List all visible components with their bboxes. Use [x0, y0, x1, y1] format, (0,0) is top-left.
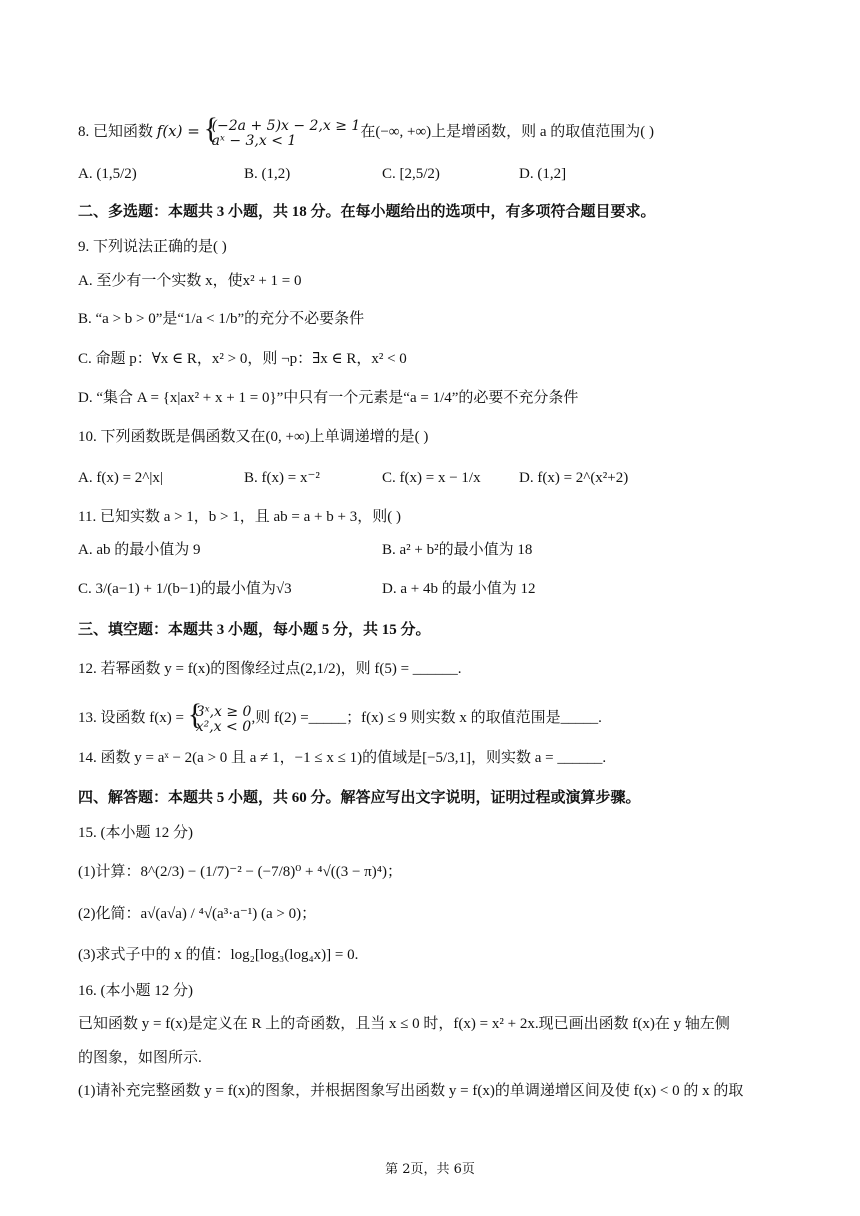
brace-icon: {: [203, 112, 218, 145]
q9-option-b: B. “a > b > 0”是“1/a < 1/b”的充分不必要条件: [78, 311, 365, 327]
q8-piecewise: [203, 112, 361, 149]
q16-heading: 16. (本小题 12 分): [78, 983, 193, 999]
q16-line-2: 的图象，如图所示.: [78, 1050, 202, 1066]
page-footer: 第 2页，共 6页: [385, 1162, 475, 1177]
section-3-heading: 三、填空题：本题共 3 小题，每小题 5 分，共 15 分。: [78, 622, 431, 638]
q8-option-c: C. [2,5/2): [382, 166, 440, 182]
q15-part-2: (2)化简：a√(a√a) / ⁴√(a³·a⁻¹) (a > 0)；: [78, 906, 317, 922]
q15-part-1: (1)计算：8^(2/3) − (1/7)⁻² − (−7/8)⁰ + ⁴√((3 − π)⁴)；: [78, 864, 402, 880]
q13-row2: x²,x < 0: [195, 719, 252, 735]
q9-option-a: A. 至少有一个实数 x，使x² + 1 = 0: [78, 273, 302, 289]
q10-option-d: D. f(x) = 2^(x²+2): [519, 470, 629, 486]
q10-option-c: C. f(x) = x − 1/x: [382, 470, 481, 486]
q16-line-1: 已知函数 y = f(x)是定义在 R 上的奇函数，且当 x ≤ 0 时，f(x) = x² + 2x.现已画出函数 f(x)在 y 轴左侧: [78, 1016, 730, 1032]
q16-line-3: (1)请补充完整函数 y = f(x)的图象，并根据图象写出函数 y = f(x)的单调递增区间及使 f(x) < 0 的 x 的取: [78, 1083, 744, 1099]
q8-option-b: B. (1,2): [244, 166, 291, 182]
q8-prefix: 8. 已知函数: [78, 123, 157, 140]
q13-prefix: 13. 设函数 f(x) =: [78, 709, 184, 726]
q8-row2: aˣ − 3,x < 1: [211, 133, 297, 149]
q11-option-b: B. a² + b²的最小值为 18: [382, 542, 533, 558]
q10-option-a: A. f(x) = 2^|x|: [78, 470, 163, 486]
q11-stem: 11. 已知实数 a > 1，b > 1，且 ab = a + b + 3，则( ): [78, 509, 401, 525]
q9-option-d: D. “集合 A = {x|ax² + x + 1 = 0}”中只有一个元素是“a = 1/4”的必要不充分条件: [78, 390, 579, 406]
brace-icon: {: [187, 698, 203, 731]
q11-option-a: A. ab 的最小值为 9: [78, 542, 201, 558]
q13-piecewise: [187, 698, 252, 735]
q15-part-3: (3)求式子中的 x 的值：log₂[log₃(log₄x)] = 0.: [78, 947, 359, 963]
q13-stem: [78, 698, 602, 735]
q11-option-c: C. 3/(a−1) + 1/(b−1)的最小值为√3: [78, 581, 292, 597]
q12-stem: 12. 若幂函数 y = f(x)的图像经过点(2,1/2)，则 f(5) = ______.: [78, 661, 462, 677]
q8-option-d: D. (1,2]: [519, 166, 567, 182]
q11-option-d: D. a + 4b 的最小值为 12: [382, 581, 536, 597]
section-2-heading: 二、多选题：本题共 3 小题，共 18 分。在每小题给出的选项中，有多项符合题目要求。: [78, 204, 656, 220]
section-4-heading: 四、解答题：本题共 5 小题，共 60 分。解答应写出文字说明，证明过程或演算步骤。: [78, 790, 641, 806]
q14-stem: 14. 函数 y = aˣ − 2(a > 0 且 a ≠ 1，−1 ≤ x ≤ 1)的值域是[−5/3,1]，则实数 a = ______.: [78, 750, 607, 766]
q8-option-a: A. (1,5/2): [78, 166, 137, 182]
q8-fx: f(x) =: [156, 121, 200, 140]
q10-option-b: B. f(x) = x⁻²: [244, 470, 320, 486]
q13-row1: 3ˣ,x ≥ 0: [195, 704, 252, 720]
q13-suffix: ,则 f(2) =_____；f(x) ≤ 9 则实数 x 的取值范围是_____.: [251, 709, 602, 726]
q8-suffix: 在(−∞, +∞)上是增函数，则 a 的取值范围为( ): [360, 123, 655, 140]
q10-stem: 10. 下列函数既是偶函数又在(0, +∞)上单调递增的是( ): [78, 429, 429, 445]
q8-row1: (−2a + 5)x − 2,x ≥ 1: [211, 118, 361, 134]
q8-stem: [78, 112, 655, 149]
q15-heading: 15. (本小题 12 分): [78, 825, 193, 841]
q9-stem: 9. 下列说法正确的是( ): [78, 239, 227, 255]
q9-option-c: C. 命题 p：∀x ∈ R，x² > 0，则 ¬p：∃x ∈ R，x² < 0: [78, 351, 407, 367]
